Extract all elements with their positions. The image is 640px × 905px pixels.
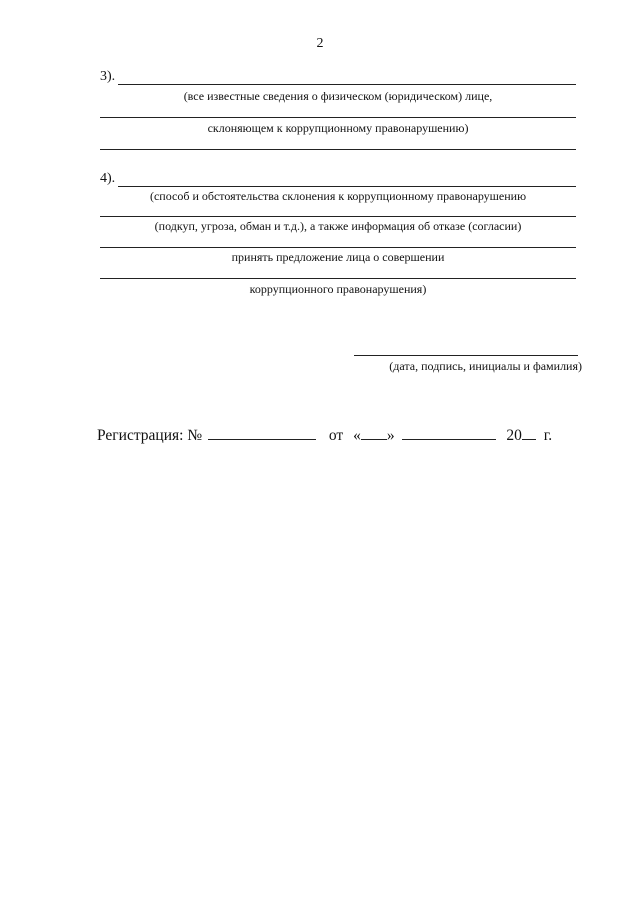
item-4-caption-3: принять предложение лица о совершении (231, 250, 445, 264)
registration-label: Регистрация: № (97, 427, 203, 444)
item-4-fill-line-4[interactable] (100, 278, 576, 279)
registration-year-prefix: 20 (506, 427, 522, 444)
registration-number-field[interactable] (208, 425, 316, 440)
registration-from-label: от (328, 427, 344, 444)
close-quote: » (386, 427, 395, 444)
item-3-fill-line-3[interactable] (100, 149, 576, 150)
item-4-caption-1: (способ и обстоятельства склонения к коррупционному правонарушению (149, 189, 527, 203)
page-number: 2 (316, 36, 324, 51)
signature-caption: (дата, подпись, инициалы и фамилия) (389, 359, 582, 373)
item-4-fill-line-3[interactable] (100, 247, 576, 248)
signature-line[interactable] (354, 355, 578, 356)
registration-year-suffix: г. (543, 427, 553, 444)
open-quote: « (353, 427, 361, 444)
item-4-fill-line-2[interactable] (100, 216, 576, 217)
item-3-caption-2: склоняющем к коррупционному правонарушению) (207, 121, 469, 135)
item-4-caption-4: коррупционного правонарушения) (249, 282, 427, 296)
item-3-fill-line-1[interactable] (118, 84, 576, 85)
registration-year-field[interactable] (522, 425, 536, 440)
item-3-fill-line-2[interactable] (100, 117, 576, 118)
item-3-caption-1: (все известные сведения о физическом (юридическом) лице, (183, 89, 493, 103)
item-4-number: 4). (100, 171, 116, 186)
registration-month-field[interactable] (402, 425, 496, 440)
item-3-number: 3). (100, 69, 116, 84)
item-4-caption-2: (подкуп, угроза, обман и т.д.), а также информация об отказе (согласии) (154, 219, 522, 233)
registration-day-field[interactable] (361, 425, 387, 440)
item-4-fill-line-1[interactable] (118, 186, 576, 187)
registration-line (97, 425, 552, 445)
